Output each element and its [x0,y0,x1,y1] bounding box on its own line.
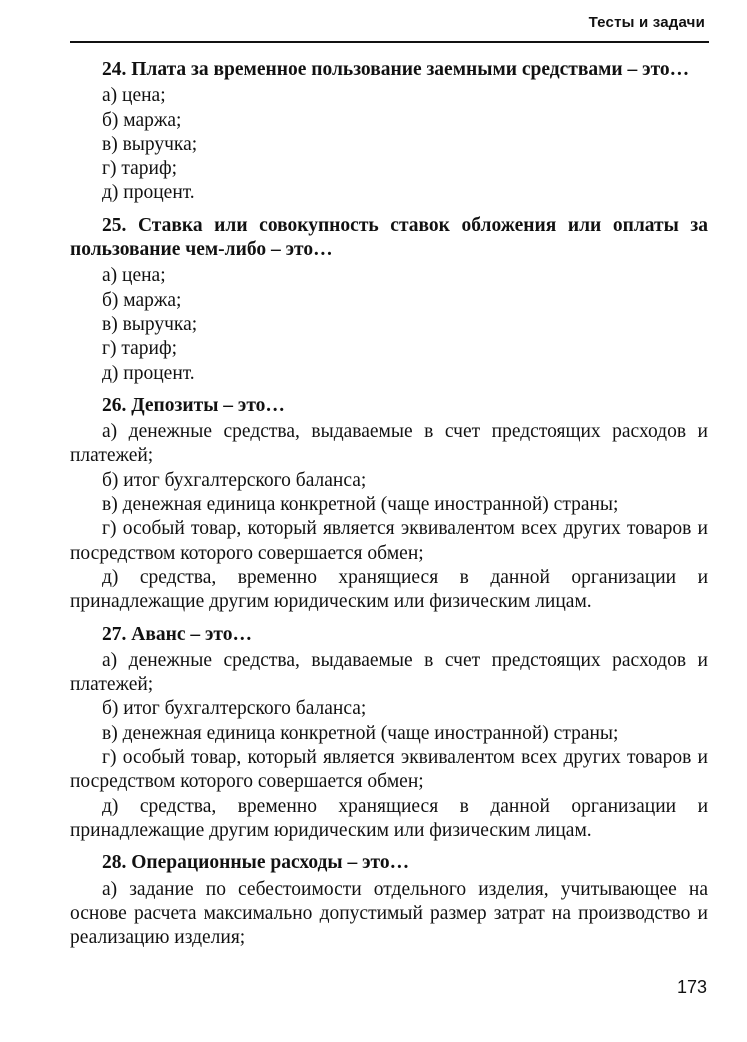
question-block [70,394,708,615]
answer-option: в) денежная единица конкретной (чаще иностранной) страны; [102,722,619,744]
answer-options [70,264,708,385]
question-block [70,851,708,950]
question-block [70,214,708,386]
answer-option: в) выручка; [102,313,198,335]
answer-option: б) маржа; [102,109,182,131]
answer-option: в) денежная единица конкретной (чаще иностранной) страны; [102,494,619,516]
answer-option: а) цена; [102,265,166,287]
answer-option: а) денежные средства, выдаваемые в счет предстоящих расходов и платежей; [70,421,708,467]
answer-option: д) процент. [102,182,195,204]
answer-option: г) особый товар, который является эквивалентом всех других товаров и посредством которого совершается обмен; [70,518,708,564]
question-title: 25. Ставка или совокупность ставок обложения или оплаты за пользование чем-либо – это… [70,214,708,261]
page-body [70,58,708,958]
header-rule [70,41,709,43]
answer-options [70,84,708,205]
answer-options [70,420,708,614]
answer-option: б) итог бухгалтерского баланса; [102,698,367,720]
answer-options [70,878,708,951]
answer-option: а) цена; [102,85,166,107]
question-title: 28. Операционные расходы – это… [102,852,410,874]
running-head: Тесты и задачи [588,14,705,31]
answer-option: в) выручка; [102,133,198,155]
answer-option: г) тариф; [102,338,178,360]
answer-option: б) итог бухгалтерского баланса; [102,469,367,491]
page-number: 173 [676,977,707,997]
answer-option: б) маржа; [102,289,182,311]
answer-option: а) денежные средства, выдаваемые в счет предстоящих расходов и платежей; [70,649,708,696]
question-title: 27. Аванс – это… [102,623,253,645]
question-block [70,58,708,206]
answer-options [70,649,708,843]
answer-option: г) особый товар, который является эквивалентом всех других товаров и посредством которого совершается обмен; [70,747,708,793]
answer-option: д) процент. [102,362,195,384]
answer-option: д) средства, временно хранящиеся в данной организации и принадлежащие другим юридическим или физическим лицам. [70,795,708,841]
question-title: 24. Плата за временное пользование заемными средствами – это… [102,59,690,80]
answer-option: а) задание по себестоимости отдельного изделия, учитывающее на основе расчета максимально допустимый размер затрат на производство и реализацию изделия; [70,878,708,949]
question-title: 26. Депозиты – это… [102,394,285,416]
answer-option: д) средства, временно хранящиеся в данной организации и принадлежащие другим юридическим или физическим лицам. [70,566,708,613]
answer-option: г) тариф; [102,158,178,180]
question-block [70,623,708,844]
